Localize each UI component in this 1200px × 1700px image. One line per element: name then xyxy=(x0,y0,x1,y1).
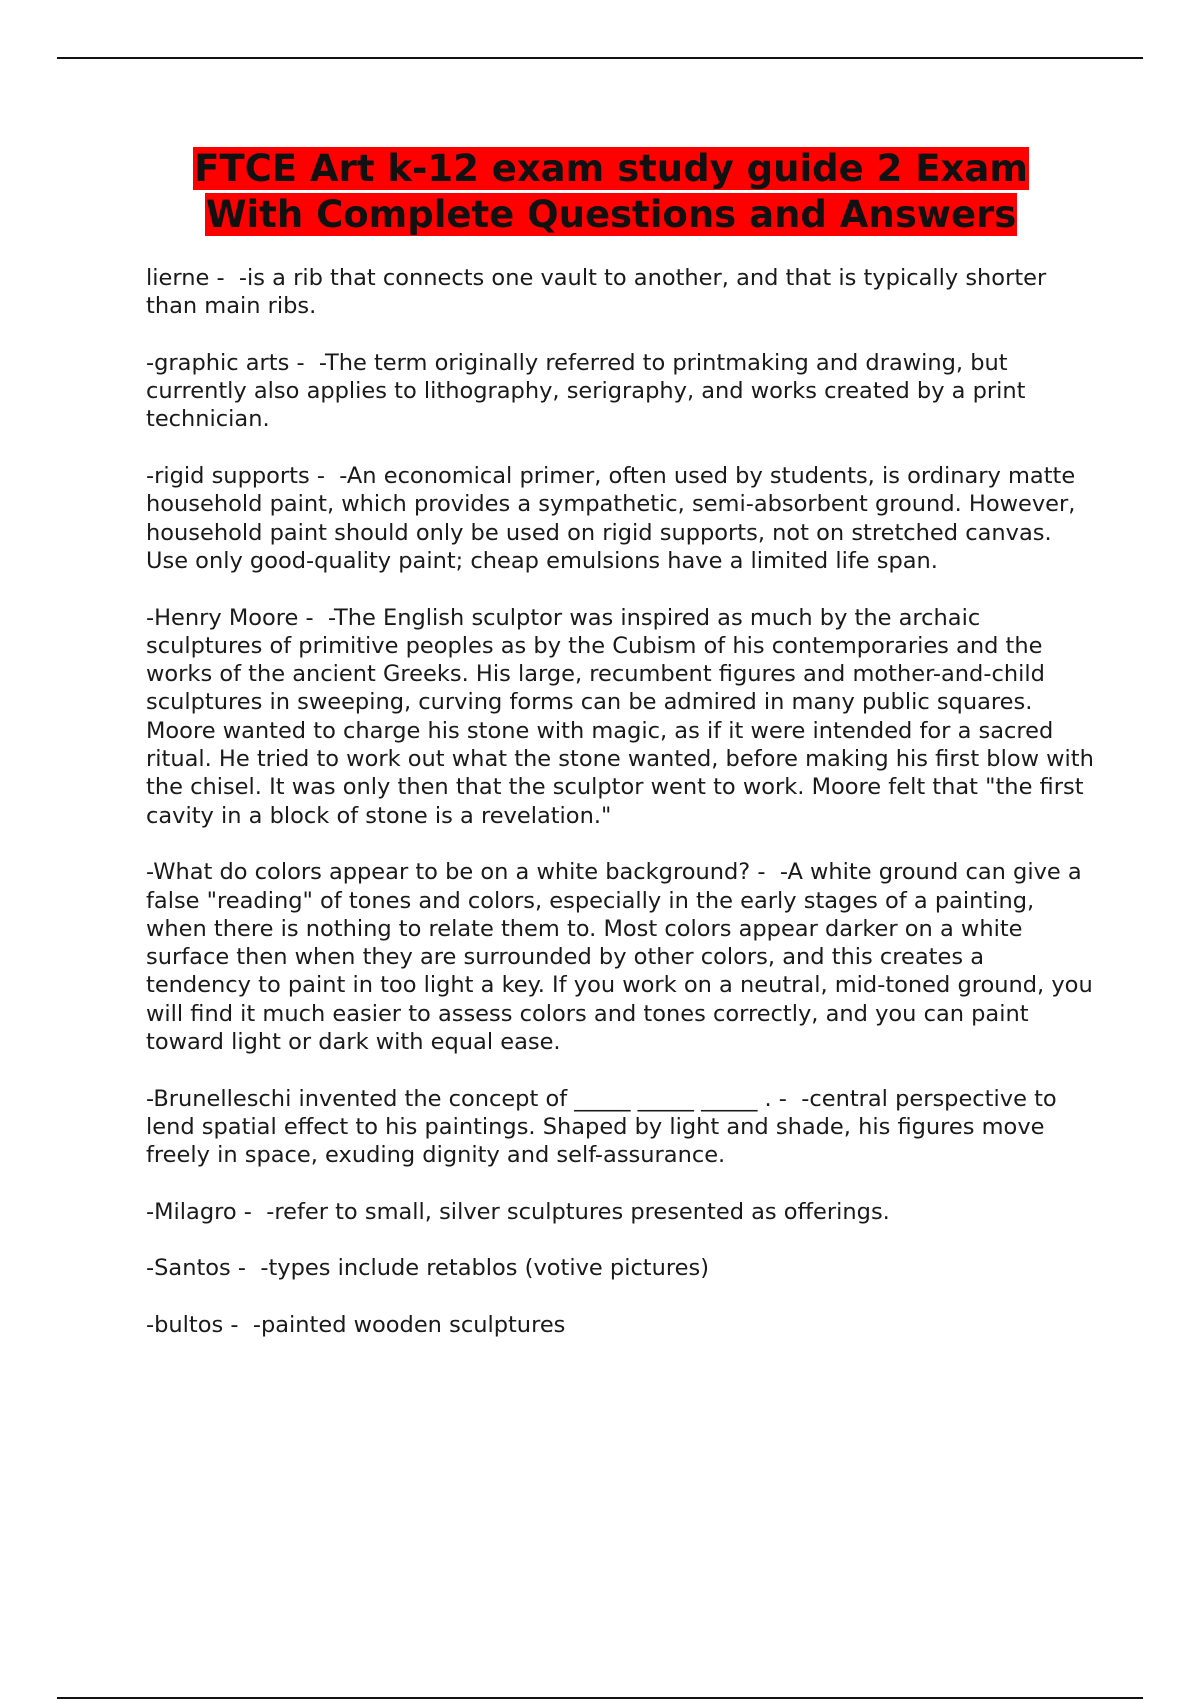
entry-definition: -types include retablos (votive pictures) xyxy=(253,1255,709,1282)
entry xyxy=(146,462,1096,575)
entry xyxy=(146,1198,1096,1226)
entry-definition: -is a rib that connects one vault to another, and that is typically shorter than main ribs. xyxy=(146,265,1047,320)
entry xyxy=(146,858,1096,1056)
entry xyxy=(146,1311,1096,1339)
entry-term: -Brunelleschi invented the concept of _____ _____ _____ . - xyxy=(146,1086,794,1112)
entry xyxy=(146,1085,1096,1170)
entry-term: -Henry Moore - xyxy=(146,605,321,631)
entry-definition: -The English sculptor was inspired as much by the archaic sculptures of primitive peoples as by the Cubism of his contemporaries and the works of the ancient Greeks. His large, recumbent figures and mother-and-child sculptures in sweeping, curving forms can be admired in many public squares. Moore wanted to charge his stone with magic, as if it were intended for a sacred ritual. He tried to work out what the stone wanted, before making his first blow with the chisel. It was only then that the sculptor went to work. Moore felt that "the first cavity in a block of stone is a revelation." xyxy=(146,604,1094,829)
entry-definition: -central perspective to lend spatial effect to his paintings. Shaped by light and shade, his figures move freely in space, exuding dignity and self-assurance. xyxy=(146,1085,1057,1169)
entry-term: -Santos - xyxy=(146,1255,253,1281)
entry-term: -What do colors appear to be on a white background? - xyxy=(146,859,773,885)
top-rule xyxy=(57,57,1143,59)
title-heading xyxy=(146,146,1076,238)
entry xyxy=(146,1254,1096,1282)
entry xyxy=(146,349,1096,434)
entry-definition: -A white ground can give a false "reading" of tones and colors, especially in the early stages of a painting, when there is nothing to relate them to. Most colors appear darker on a white surface then when they are surrounded by other colors, and this creates a tendency to paint in too light a key. If you work on a neutral, mid-toned ground, you will find it much easier to assess colors and tones correctly, and you can paint toward light or dark with equal ease. xyxy=(146,859,1093,1056)
entry-definition: -refer to small, silver sculptures presented as offerings. xyxy=(259,1198,890,1225)
entry xyxy=(146,264,1096,321)
entry-definition: -The term originally referred to printmaking and drawing, but currently also applies to lithography, serigraphy, and works created by a print technician. xyxy=(146,349,1026,433)
entry-term: -rigid supports - xyxy=(146,463,332,489)
title-block xyxy=(146,146,1076,238)
page-title: FTCE Art k-12 exam study guide 2 Exam With Complete Questions and Answers xyxy=(194,147,1028,236)
entry xyxy=(146,604,1096,830)
study-guide-content xyxy=(146,264,1096,1368)
entry-definition: -An economical primer, often used by students, is ordinary matte household paint, which provides a sympathetic, semi-absorbent ground. However, household paint should only be used on rigid supports, not on stretched canvas. Use only good-quality paint; cheap emulsions have a limited life span. xyxy=(146,463,1076,574)
entry-term: -Milagro - xyxy=(146,1199,259,1225)
entry-definition: -painted wooden sculptures xyxy=(245,1311,566,1338)
entry-term: lierne - xyxy=(146,265,232,291)
bottom-rule xyxy=(57,1697,1143,1699)
entry-term: -bultos - xyxy=(146,1312,246,1338)
entry-term: -graphic arts - xyxy=(146,350,312,376)
